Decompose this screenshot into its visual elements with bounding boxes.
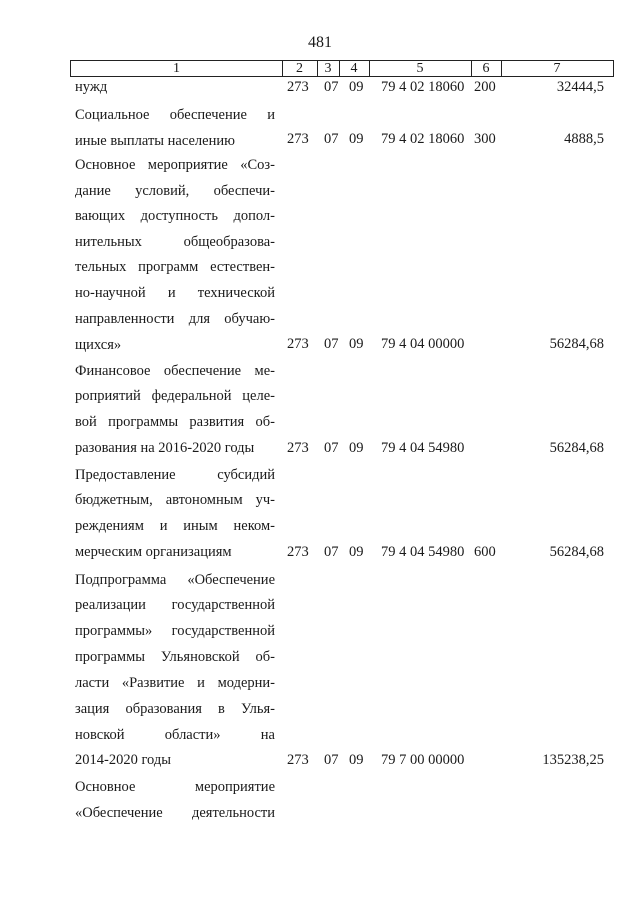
row-text-line: щихся» bbox=[75, 337, 122, 353]
cell-col7: 135238,25 bbox=[542, 752, 604, 768]
cell-col5: 79 4 04 00000 bbox=[381, 336, 465, 352]
row-text-line: 2014-2020 годы bbox=[75, 752, 171, 768]
cell-col7: 56284,68 bbox=[549, 336, 604, 352]
row-text-line: Предоставление субсидий bbox=[75, 467, 275, 483]
cell-col4: 09 bbox=[349, 544, 364, 560]
cell-col7: 32444,5 bbox=[556, 79, 604, 95]
row-text-line: Подпрограмма «Обеспечение bbox=[75, 572, 275, 588]
row-text-line: реждениям и иным неком- bbox=[75, 518, 275, 534]
cell-col3: 07 bbox=[324, 79, 339, 95]
row-text-line: новской области» на bbox=[75, 727, 275, 743]
col-header-2: 2 bbox=[296, 61, 303, 76]
cell-col5: 79 4 04 54980 bbox=[381, 544, 465, 560]
row-text-line: нужд bbox=[75, 79, 108, 95]
row-text-line: Основное мероприятие «Соз- bbox=[75, 157, 275, 173]
row-text-line: мерческим организациям bbox=[75, 544, 232, 560]
cell-col2: 273 bbox=[287, 544, 309, 560]
cell-col2: 273 bbox=[287, 752, 309, 768]
page-number: 481 bbox=[308, 34, 332, 51]
row-text-line: программы» государственной bbox=[75, 623, 275, 639]
cell-col4: 09 bbox=[349, 79, 364, 95]
cell-col3: 07 bbox=[324, 440, 339, 456]
cell-col3: 07 bbox=[324, 752, 339, 768]
row-text-line: Основное мероприятие bbox=[75, 779, 275, 795]
col-header-4: 4 bbox=[350, 61, 358, 76]
col-header-6: 6 bbox=[482, 61, 490, 76]
cell-col7: 56284,68 bbox=[549, 544, 604, 560]
row-text-line: программы Ульяновской об- bbox=[75, 649, 275, 665]
table-header bbox=[70, 60, 614, 77]
cell-col4: 09 bbox=[349, 440, 364, 456]
row-text-line: но-научной и технической bbox=[75, 285, 275, 301]
cell-col7: 56284,68 bbox=[549, 440, 604, 456]
cell-col5: 79 7 00 00000 bbox=[381, 752, 465, 768]
row-text-line: вой программы развития об- bbox=[75, 414, 275, 430]
cell-col6: 300 bbox=[474, 131, 496, 147]
row-text-line: Финансовое обеспечение ме- bbox=[75, 363, 275, 379]
cell-col5: 79 4 04 54980 bbox=[381, 440, 465, 456]
row-text-line: зация образования в Улья- bbox=[75, 701, 275, 717]
cell-col3: 07 bbox=[324, 131, 339, 147]
col-header-1: 1 bbox=[173, 61, 180, 76]
cell-col4: 09 bbox=[349, 336, 364, 352]
cell-col3: 07 bbox=[324, 544, 339, 560]
cell-col4: 09 bbox=[349, 131, 364, 147]
row-text-line: ласти «Развитие и модерни- bbox=[75, 675, 275, 691]
cell-col4: 09 bbox=[349, 752, 364, 768]
row-text-line: разования на 2016-2020 годы bbox=[75, 440, 255, 456]
cell-col6: 200 bbox=[474, 79, 496, 95]
row-text-line: Социальное обеспечение и bbox=[75, 107, 275, 123]
col-header-7: 7 bbox=[553, 61, 561, 76]
cell-col5: 79 4 02 18060 bbox=[381, 131, 465, 147]
cell-col5: 79 4 02 18060 bbox=[381, 79, 465, 95]
cell-col3: 07 bbox=[324, 336, 339, 352]
cell-col6: 600 bbox=[474, 544, 496, 560]
cell-col2: 273 bbox=[287, 131, 309, 147]
row-text-line: вающих доступность допол- bbox=[75, 208, 275, 224]
cell-col2: 273 bbox=[287, 440, 309, 456]
row-text-line: нительных общеобразова- bbox=[75, 234, 275, 250]
col-header-5: 5 bbox=[416, 61, 424, 76]
col-header-3: 3 bbox=[324, 61, 332, 76]
cell-col7: 4888,5 bbox=[564, 131, 604, 147]
row-text-line: реализации государственной bbox=[75, 597, 275, 613]
row-text-line: «Обеспечение деятельности bbox=[75, 805, 275, 821]
row-text-line: бюджетным, автономным уч- bbox=[75, 492, 275, 508]
row-text-line: направленности для обучаю- bbox=[75, 311, 275, 327]
row-text-line: роприятий федеральной целе- bbox=[75, 388, 275, 404]
row-text-line: тельных программ естествен- bbox=[75, 259, 275, 275]
row-text-line: дание условий, обеспечи- bbox=[75, 183, 275, 199]
cell-col2: 273 bbox=[287, 79, 309, 95]
cell-col2: 273 bbox=[287, 336, 309, 352]
row-text-line: иные выплаты населению bbox=[75, 133, 235, 149]
